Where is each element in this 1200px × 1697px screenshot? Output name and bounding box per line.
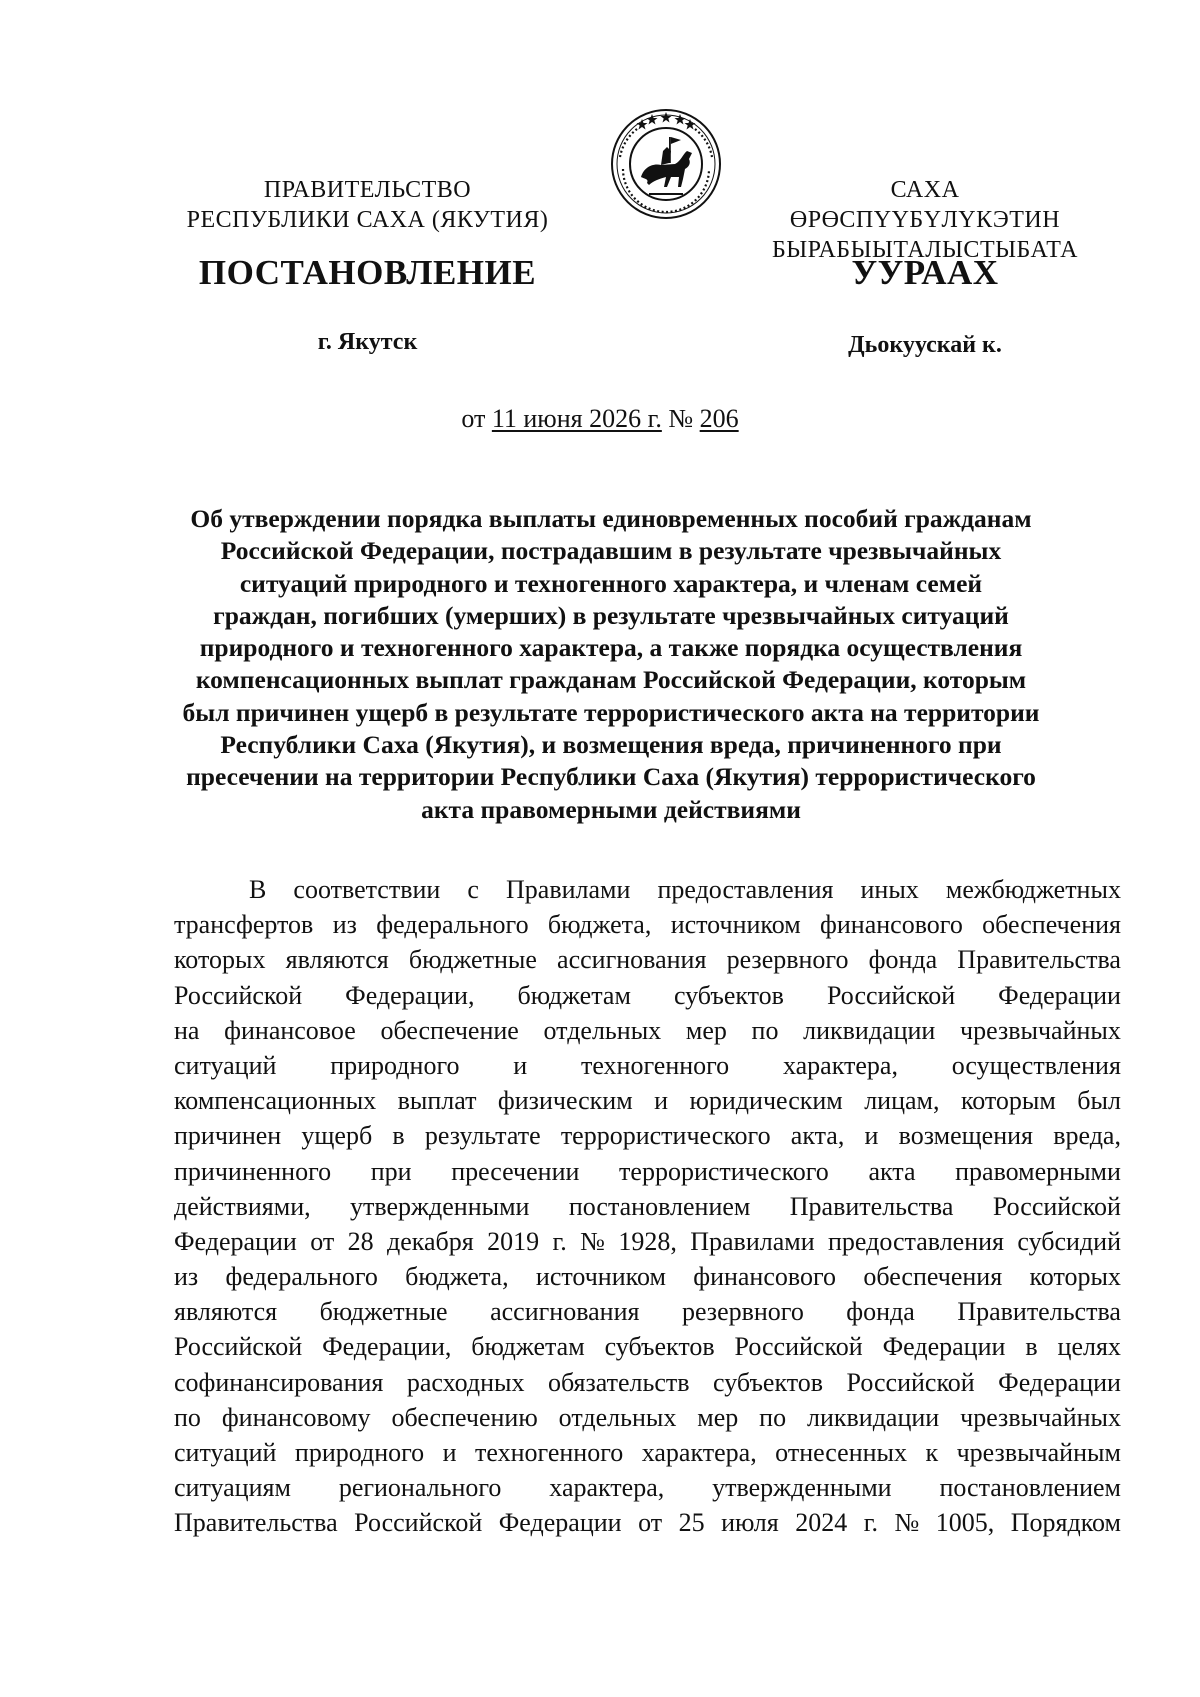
body-word: бюджетные bbox=[319, 1297, 448, 1327]
issuer-russian-line-1: ПРАВИТЕЛЬСТВО bbox=[263, 177, 472, 203]
body-word: Российской bbox=[174, 1332, 303, 1362]
body-word: финансовое bbox=[224, 1015, 356, 1045]
body-word: Правительства bbox=[957, 1297, 1121, 1327]
body-word: ситуаций bbox=[174, 1050, 277, 1080]
body-word: г. bbox=[552, 1226, 567, 1256]
body-word: техногенного bbox=[475, 1438, 624, 1467]
body-word: характера, bbox=[782, 1050, 898, 1080]
body-word: техногенного bbox=[580, 1050, 730, 1080]
body-word: Российской bbox=[846, 1367, 975, 1397]
body-word: был bbox=[1077, 1086, 1121, 1116]
issuer-russian bbox=[140, 175, 595, 235]
body-word: вреда, bbox=[1053, 1121, 1121, 1151]
body-word: чрезвычайных bbox=[960, 1402, 1121, 1432]
body-word: Федерации bbox=[998, 1367, 1121, 1397]
body-word: Федерации bbox=[498, 1508, 622, 1538]
body-word: целях bbox=[1057, 1332, 1121, 1362]
city-russian: г. Якутск bbox=[317, 329, 418, 355]
body-word: Порядком bbox=[1010, 1508, 1121, 1538]
document-dateline bbox=[0, 403, 1200, 435]
body-word: мер bbox=[685, 1015, 727, 1045]
body-word: регионального bbox=[338, 1473, 502, 1503]
body-line bbox=[174, 1118, 1121, 1153]
body-word: июля bbox=[721, 1508, 779, 1538]
body-line bbox=[174, 907, 1121, 942]
body-word: в bbox=[392, 1121, 405, 1151]
body-line bbox=[174, 1294, 1121, 1329]
body-word: обеспечения bbox=[863, 1262, 1003, 1292]
body-word: трансфертов bbox=[174, 910, 314, 940]
title-line: пресечении на территории Республики Саха (Якутия) террористического bbox=[186, 762, 1036, 792]
body-line bbox=[174, 1013, 1121, 1048]
body-word: по bbox=[759, 1402, 787, 1432]
body-word: Федерации bbox=[174, 1226, 297, 1256]
body-word: г. bbox=[863, 1508, 878, 1538]
body-word: по bbox=[751, 1015, 779, 1045]
body-word: пресечении bbox=[451, 1156, 580, 1186]
body-word: чрезвычайных bbox=[960, 1015, 1121, 1045]
body-word: правомерными bbox=[955, 1156, 1121, 1186]
body-word: к bbox=[925, 1438, 939, 1467]
body-word: финансовому bbox=[221, 1402, 371, 1432]
body-word: природного bbox=[330, 1050, 460, 1080]
body-word: физическим bbox=[497, 1086, 633, 1116]
body-word: расходных bbox=[406, 1367, 525, 1397]
body-word: являются bbox=[285, 945, 389, 975]
body-word: осуществления bbox=[951, 1050, 1121, 1080]
body-word: бюджетам bbox=[471, 1332, 585, 1362]
body-word: обеспечения bbox=[982, 910, 1121, 940]
body-word: результате bbox=[424, 1121, 541, 1151]
body-word: ситуаций bbox=[174, 1438, 277, 1467]
body-word: характера, bbox=[641, 1438, 757, 1467]
body-word: действиями, bbox=[174, 1191, 311, 1221]
body-word: выплат bbox=[397, 1086, 477, 1116]
body-word: № bbox=[894, 1508, 920, 1538]
body-word: являются bbox=[174, 1297, 278, 1327]
body-word: по bbox=[174, 1402, 201, 1432]
body-word: которым bbox=[960, 1086, 1056, 1116]
title-line: акта правомерными действиями bbox=[421, 794, 801, 824]
body-word: федерального bbox=[376, 910, 529, 940]
body-word: ликвидации bbox=[803, 1015, 936, 1045]
body-word: постановлением bbox=[568, 1191, 751, 1221]
body-word: причиненного bbox=[174, 1156, 332, 1186]
body-word: которых bbox=[1029, 1262, 1121, 1292]
body-word: Правительства bbox=[957, 945, 1121, 975]
body-word: в bbox=[1025, 1332, 1038, 1362]
body-word: финансового bbox=[820, 910, 963, 940]
body-word: Российской bbox=[734, 1332, 863, 1362]
body-word: бюджетам bbox=[517, 980, 631, 1010]
body-word: акта, bbox=[790, 1121, 845, 1151]
body-word: источником bbox=[670, 910, 801, 940]
body-word: фонда bbox=[846, 1297, 915, 1327]
body-word: ситуациям bbox=[174, 1473, 291, 1503]
body-word: 25 bbox=[678, 1508, 705, 1538]
body-word: федерального bbox=[225, 1262, 378, 1292]
body-line bbox=[174, 942, 1121, 977]
body-word: от bbox=[310, 1226, 335, 1256]
document-number: 206 bbox=[699, 404, 739, 433]
doc-type-yakut: УУРААХ bbox=[851, 253, 999, 292]
issuer-yakut bbox=[755, 175, 1095, 265]
body-word: с bbox=[467, 875, 479, 904]
body-line bbox=[174, 1224, 1121, 1259]
body-word: из bbox=[332, 910, 357, 940]
body-line bbox=[174, 1505, 1121, 1540]
body-word: и bbox=[513, 1050, 528, 1080]
coat-of-arms-emblem bbox=[609, 107, 723, 221]
body-word: субсидий bbox=[1017, 1226, 1121, 1256]
body-word: характера, bbox=[549, 1473, 665, 1503]
body-line bbox=[174, 1329, 1121, 1364]
body-word: соответствии bbox=[293, 875, 441, 904]
body-word: мер bbox=[697, 1402, 739, 1432]
document-title bbox=[170, 503, 1052, 826]
body-word: бюджетные bbox=[408, 945, 537, 975]
issuer-yakut-line-2: БЫРАБЫЫТАЛЫСТЫБАТА bbox=[771, 237, 1079, 263]
body-word: и bbox=[864, 1121, 879, 1151]
body-word: отдельных bbox=[558, 1402, 677, 1432]
body-word: предоставления bbox=[828, 1226, 1004, 1256]
body-word: ассигнования bbox=[557, 945, 707, 975]
body-word: постановлением bbox=[939, 1473, 1121, 1503]
title-line: Об утверждении порядка выплаты единовременных пособий гражданам bbox=[190, 504, 1032, 533]
body-word: бюджета, bbox=[405, 1262, 509, 1292]
body-paragraph bbox=[174, 872, 1121, 1541]
body-line bbox=[174, 1470, 1121, 1505]
body-word: Правительства bbox=[789, 1191, 954, 1221]
body-word: межбюджетных bbox=[945, 875, 1121, 904]
body-line bbox=[174, 1083, 1121, 1118]
body-word: иных bbox=[860, 875, 919, 904]
body-line bbox=[174, 1259, 1121, 1294]
body-word: предоставления bbox=[657, 875, 834, 904]
body-word: 2019 bbox=[487, 1226, 540, 1256]
body-word: акта bbox=[868, 1156, 916, 1186]
body-word: обязательств bbox=[547, 1367, 690, 1397]
body-word: софинансирования bbox=[174, 1367, 384, 1397]
body-word: чрезвычайным bbox=[956, 1438, 1121, 1467]
dateline-prefix: от bbox=[461, 404, 486, 433]
body-word: лицам, bbox=[864, 1086, 940, 1116]
title-line: природного и техногенного характера, а также порядка осуществления bbox=[199, 633, 1023, 663]
body-word: резервного bbox=[726, 945, 849, 975]
body-word: от bbox=[638, 1508, 663, 1538]
issuer-yakut-line-1: САХА ӨРӨСПҮҮБҮЛҮКЭТИН bbox=[789, 177, 1061, 233]
body-word: финансового bbox=[693, 1262, 837, 1292]
body-word: источником bbox=[535, 1262, 666, 1292]
body-line bbox=[174, 1365, 1121, 1400]
body-word: ущерб bbox=[301, 1121, 373, 1151]
body-word: Федерации, bbox=[322, 1332, 452, 1362]
body-word: бюджета, bbox=[547, 910, 652, 940]
body-line bbox=[174, 1189, 1121, 1224]
document-date: 11 июня 2026 г. bbox=[491, 404, 662, 433]
body-word: террористического bbox=[619, 1156, 829, 1186]
issuer-russian-line-2: РЕСПУБЛИКИ САХА (ЯКУТИЯ) bbox=[186, 207, 549, 233]
body-word: Российской bbox=[174, 980, 303, 1010]
doc-type-russian: ПОСТАНОВЛЕНИЕ bbox=[198, 253, 537, 292]
body-word: и bbox=[654, 1086, 669, 1116]
body-word: террористического bbox=[560, 1121, 771, 1151]
body-word: утвержденными bbox=[712, 1473, 892, 1503]
body-word: 1005, bbox=[935, 1508, 995, 1538]
body-word: субъектов bbox=[713, 1367, 824, 1397]
title-line: был причинен ущерб в результате террористического акта на территории bbox=[182, 697, 1040, 727]
body-word: Российской bbox=[992, 1191, 1121, 1221]
body-word: Федерации bbox=[998, 980, 1121, 1010]
title-line: компенсационных выплат гражданам Российской Федерации, которым bbox=[195, 665, 1027, 695]
body-word: обеспечению bbox=[391, 1402, 538, 1432]
body-word: 2024 bbox=[795, 1508, 848, 1538]
body-word: отнесенных bbox=[775, 1438, 907, 1467]
number-sign: № bbox=[668, 404, 694, 433]
body-word: компенсационных bbox=[174, 1086, 377, 1116]
body-word: Федерации bbox=[882, 1332, 1006, 1362]
body-word: 1928, bbox=[618, 1226, 677, 1256]
body-word: Федерации, bbox=[345, 980, 475, 1010]
body-word: ликвидации bbox=[806, 1402, 940, 1432]
body-word: № bbox=[580, 1226, 605, 1256]
body-word: утвержденными bbox=[350, 1191, 530, 1221]
body-word: фонда bbox=[868, 945, 938, 975]
body-word: субъектов bbox=[604, 1332, 715, 1362]
body-word: субъектов bbox=[673, 980, 784, 1010]
body-word: В bbox=[249, 875, 267, 904]
body-word: которых bbox=[174, 945, 266, 975]
body-word: причинен bbox=[174, 1121, 282, 1151]
body-word: юридическим bbox=[689, 1086, 843, 1116]
body-word: при bbox=[370, 1156, 412, 1186]
title-line: ситуаций природного и техногенного характера, и членам семей bbox=[239, 568, 983, 598]
body-word: ассигнования bbox=[490, 1297, 640, 1327]
body-word: 28 bbox=[347, 1226, 374, 1256]
body-word: и bbox=[442, 1438, 457, 1467]
body-word: резервного bbox=[681, 1297, 804, 1327]
body-word: возмещения bbox=[898, 1121, 1034, 1151]
body-word: из bbox=[174, 1262, 199, 1292]
title-line: граждан, погибших (умерших) в результате чрезвычайных ситуаций bbox=[213, 600, 1009, 630]
body-word: Правительства bbox=[174, 1508, 338, 1538]
city-yakut: Дьокуускай к. bbox=[848, 332, 1002, 358]
title-line: Российской Федерации, пострадавшим в результате чрезвычайных bbox=[220, 536, 1002, 566]
body-line bbox=[174, 1400, 1121, 1435]
body-word: природного bbox=[294, 1438, 425, 1467]
title-line: Республики Саха (Якутия), и возмещения вреда, причиненного при bbox=[220, 730, 1002, 760]
body-line bbox=[174, 978, 1121, 1013]
body-word: Российской bbox=[826, 980, 956, 1010]
body-word: Правилами bbox=[690, 1226, 815, 1256]
body-line bbox=[174, 1154, 1121, 1189]
body-word: обеспечение bbox=[380, 1015, 519, 1045]
body-line bbox=[174, 872, 1121, 907]
body-word: Российской bbox=[354, 1508, 483, 1538]
body-word: декабря bbox=[387, 1226, 474, 1256]
body-line bbox=[174, 1435, 1121, 1470]
body-word: отдельных bbox=[543, 1015, 662, 1045]
body-word: на bbox=[174, 1015, 200, 1045]
body-line bbox=[174, 1048, 1121, 1083]
body-word: Правилами bbox=[506, 875, 631, 904]
